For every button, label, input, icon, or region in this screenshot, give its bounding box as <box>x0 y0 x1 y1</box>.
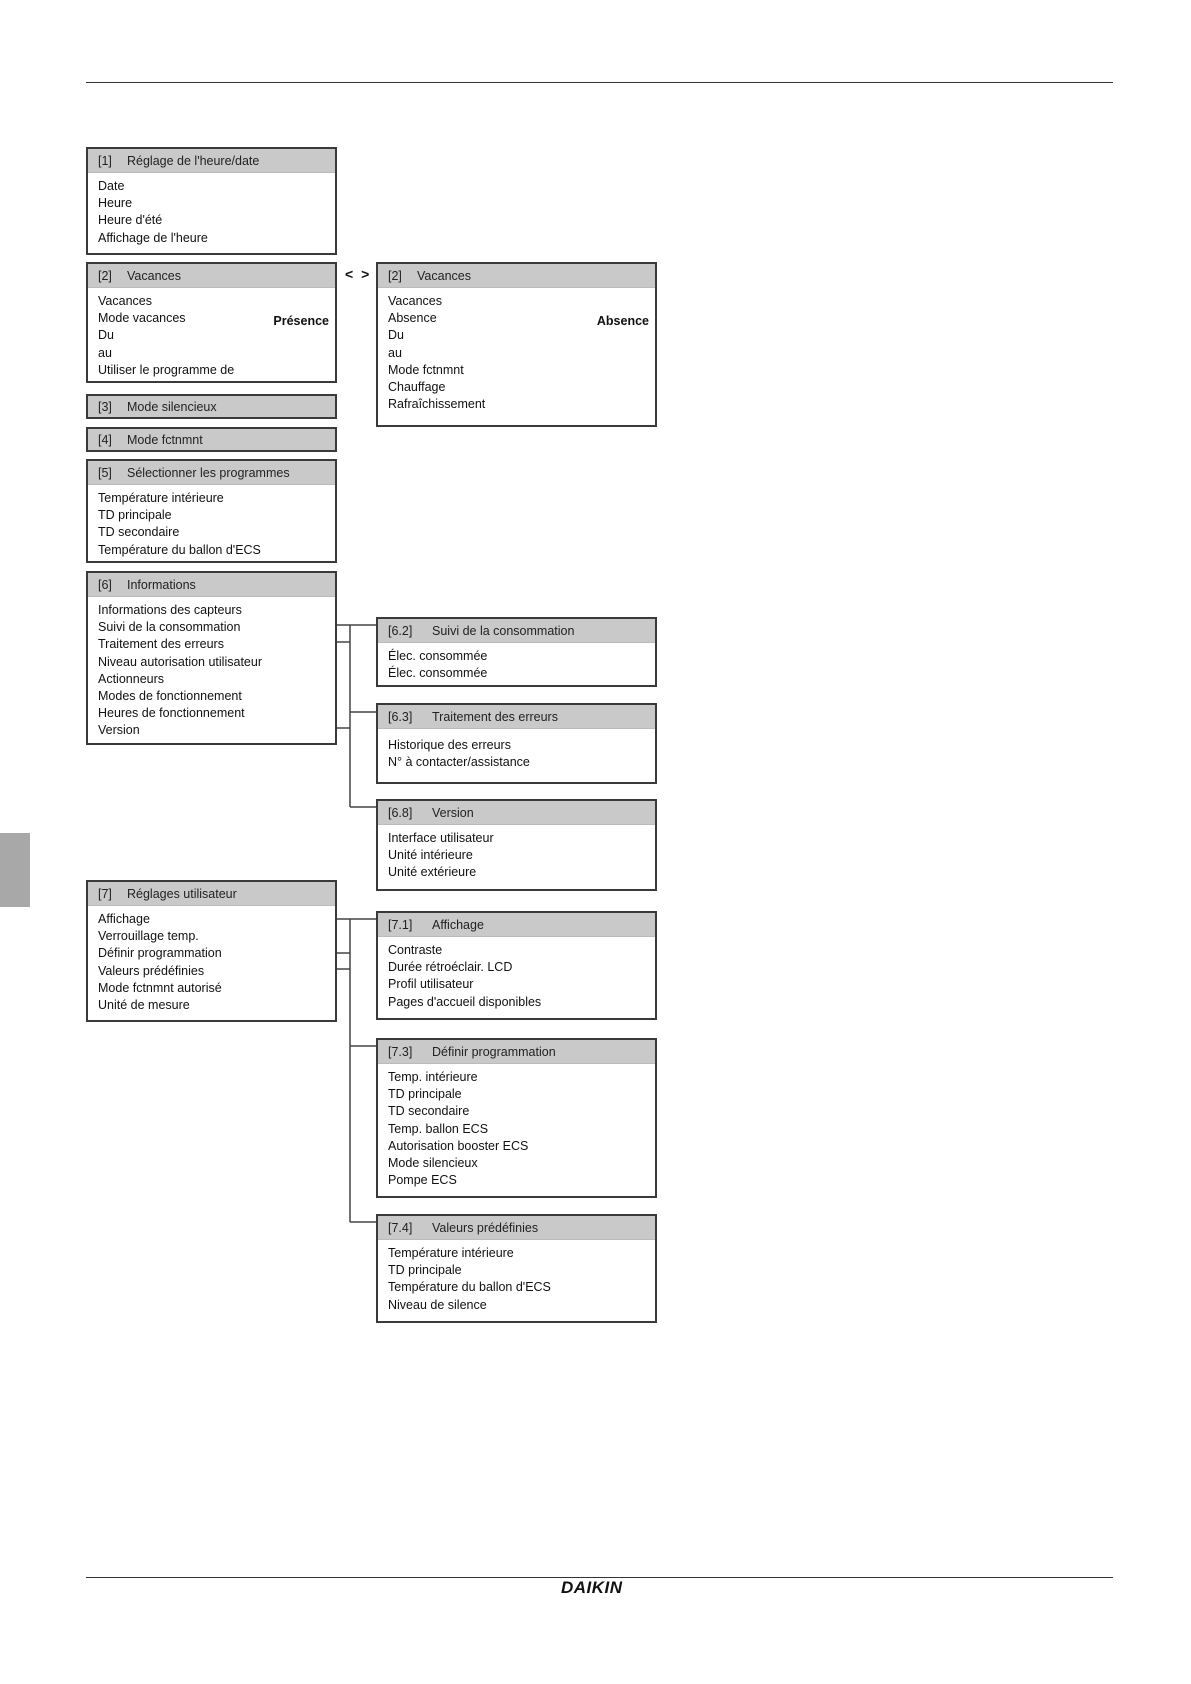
menu-title: Définir programmation <box>432 1044 556 1059</box>
menu-item: Informations des capteurs <box>98 603 242 617</box>
daikin-logo: DAIKIN <box>561 1578 623 1597</box>
menu-item: Traitement des erreurs <box>98 637 224 652</box>
menu-item: Mode silencieux <box>388 1155 478 1170</box>
menu-number: [6] <box>98 577 112 592</box>
menu-title: Vacances <box>127 268 181 283</box>
menu-item: TD principale <box>388 1087 462 1102</box>
menu-title: Version <box>432 805 474 820</box>
menu-version <box>376 799 657 891</box>
menu-quiet-mode <box>86 394 337 419</box>
menu-define-schedule <box>376 1038 657 1198</box>
menu-item: Unité intérieure <box>388 848 473 863</box>
menu-item: Unité extérieure <box>388 865 477 880</box>
menu-item: TD secondaire <box>98 525 180 540</box>
menu-item: Température intérieure <box>388 1246 514 1260</box>
menu-number: [5] <box>98 465 112 480</box>
menu-item: Heures de fonctionnement <box>98 706 245 721</box>
menu-item: Suivi de la consommation <box>98 620 241 635</box>
menu-item: Autorisation booster ECS <box>388 1138 529 1153</box>
menu-title: Mode fctnmnt <box>127 432 203 447</box>
menu-number: [2] <box>388 268 402 283</box>
menu-preset-values <box>376 1214 657 1323</box>
menu-number: [2] <box>98 268 112 283</box>
menu-item: TD secondaire <box>388 1104 470 1119</box>
menu-item: Pompe ECS <box>388 1173 457 1188</box>
menu-number: [1] <box>98 153 112 168</box>
menu-item: Du <box>388 328 404 343</box>
menu-title: Réglages utilisateur <box>127 886 237 901</box>
menu-item: Absence <box>388 311 437 326</box>
menu-item: Mode fctnmnt autorisé <box>98 980 222 995</box>
menu-number: [7] <box>98 886 112 901</box>
menu-item: Date <box>98 179 125 193</box>
menu-consumption <box>376 617 657 687</box>
menu-item: Température intérieure <box>98 491 224 505</box>
menu-item: Définir programmation <box>98 946 222 961</box>
menu-item: Pages d'accueil disponibles <box>388 994 542 1009</box>
menu-title: Suivi de la consommation <box>432 623 575 638</box>
menu-title: Mode silencieux <box>127 399 217 414</box>
menu-item: Actionneurs <box>98 671 165 686</box>
menu-title: Valeurs prédéfinies <box>432 1220 539 1235</box>
menu-item: Durée rétroéclair. LCD <box>388 960 513 975</box>
top-rule <box>86 82 1113 83</box>
menu-item: Mode vacances <box>98 311 186 326</box>
menu-item: Profil utilisateur <box>388 977 474 992</box>
menu-item: Élec. consommée <box>388 649 488 663</box>
menu-title: Vacances <box>417 268 471 283</box>
menu-item: Unité de mesure <box>98 997 190 1012</box>
menu-title: Sélectionner les programmes <box>127 465 290 480</box>
menu-item: N° à contacter/assistance <box>388 755 530 770</box>
menu-user-settings <box>86 880 337 1022</box>
menu-item: Version <box>98 723 140 738</box>
menu-item: TD principale <box>388 1263 462 1278</box>
menu-date-time <box>86 147 337 255</box>
menu-item: Vacances <box>98 294 152 308</box>
toggle-arrows: < > <box>345 266 372 282</box>
menu-information <box>86 571 337 745</box>
menu-operation-mode <box>86 427 337 452</box>
menu-item: Temp. intérieure <box>388 1070 478 1084</box>
menu-item: Verrouillage temp. <box>98 929 199 944</box>
menu-item: Chauffage <box>388 379 446 394</box>
menu-item: Contraste <box>388 943 443 957</box>
menu-item: au <box>388 345 402 360</box>
menu-title: Informations <box>127 577 196 592</box>
menu-error-handling <box>376 703 657 784</box>
menu-item: Température du ballon d'ECS <box>98 542 261 557</box>
menu-item: Élec. consommée <box>388 666 488 681</box>
menu-number: [7.4] <box>388 1220 413 1235</box>
menu-item: Température du ballon d'ECS <box>388 1280 551 1295</box>
menu-title: Affichage <box>432 917 484 932</box>
menu-title: Traitement des erreurs <box>432 709 558 724</box>
menu-item: Du <box>98 328 114 343</box>
menu-number: [6.2] <box>388 623 413 638</box>
menu-item: Heure <box>98 196 133 211</box>
menu-item: au <box>98 345 112 360</box>
menu-number: [6.3] <box>388 709 413 724</box>
menu-item: Niveau de silence <box>388 1297 487 1312</box>
menu-item: Interface utilisateur <box>388 831 494 845</box>
menu-item: Heure d'été <box>98 213 163 228</box>
menu-item: Mode fctnmnt <box>388 362 464 377</box>
holiday-mode-value: Absence <box>596 314 649 328</box>
menu-item: TD principale <box>98 508 172 523</box>
menu-item: Vacances <box>388 294 442 308</box>
menu-item: Valeurs prédéfinies <box>98 963 205 978</box>
menu-number: [6.8] <box>388 805 413 820</box>
menu-holiday-absence <box>376 262 657 427</box>
menu-display <box>376 911 657 1020</box>
menu-select-programs <box>86 459 337 563</box>
menu-number: [4] <box>98 432 112 447</box>
menu-item: Affichage <box>98 912 150 926</box>
menu-title: Réglage de l'heure/date <box>127 153 260 168</box>
menu-item: Affichage de l'heure <box>98 230 208 245</box>
menu-item: Modes de fonctionnement <box>98 688 242 703</box>
menu-number: [3] <box>98 399 112 414</box>
menu-item: Temp. ballon ECS <box>388 1121 489 1136</box>
menu-item: Rafraîchissement <box>388 397 486 412</box>
menu-item: Niveau autorisation utilisateur <box>98 654 262 669</box>
side-tab <box>0 833 30 907</box>
menu-holiday-presence <box>86 262 337 383</box>
menu-item: Historique des erreurs <box>388 738 511 752</box>
menu-number: [7.1] <box>388 917 413 932</box>
menu-number: [7.3] <box>388 1044 413 1059</box>
menu-item: Utiliser le programme de <box>98 362 235 377</box>
holiday-mode-value: Présence <box>273 314 329 328</box>
